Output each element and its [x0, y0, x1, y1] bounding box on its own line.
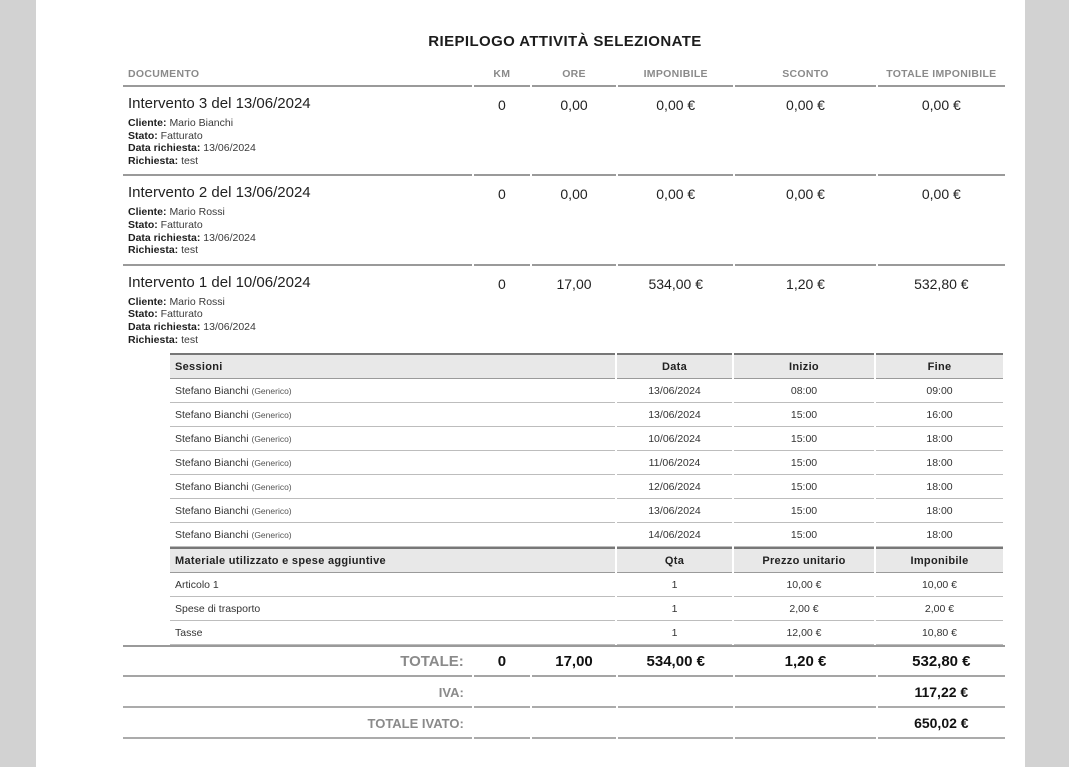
ore-value: 0,00 — [532, 87, 616, 176]
ore-value: 17,00 — [556, 275, 592, 292]
session-type: (Generico) — [251, 410, 292, 421]
session-inizio: 15:00 — [734, 499, 874, 523]
page-title: RIEPILOGO ATTIVITÀ SELEZIONATE — [428, 33, 702, 50]
table-row — [123, 266, 1005, 353]
totale-sconto: 1,20 € — [735, 647, 875, 677]
session-inizio: 15:00 — [734, 403, 874, 427]
intervento-details — [128, 296, 472, 346]
stato-label: Stato: — [128, 218, 158, 231]
material-prezzo: 2,00 € — [734, 597, 874, 621]
material-row — [170, 597, 1003, 621]
totale-ivato-value: 650,02 € — [878, 708, 1005, 739]
session-type: (Generico) — [251, 482, 292, 493]
cliente-value: Mario Bianchi — [169, 117, 234, 129]
material-row — [170, 573, 1003, 597]
richiesta-label: Richiesta: — [128, 154, 179, 167]
subtables-row — [123, 353, 1005, 647]
material-name: Tasse — [170, 621, 615, 645]
session-inizio: 08:00 — [734, 379, 874, 403]
column-header-documento: DOCUMENTO — [123, 62, 472, 87]
session-fine: 16:00 — [876, 403, 1003, 427]
km-value: 0 — [474, 87, 530, 176]
cliente-label: Cliente: — [128, 117, 167, 129]
session-name: Stefano Bianchi — [175, 481, 249, 494]
cliente-label: Cliente: — [128, 206, 167, 219]
data-richiesta-label: Data richiesta: — [128, 231, 201, 244]
session-name: Stefano Bianchi — [175, 385, 249, 398]
session-inizio: 15:00 — [734, 451, 874, 475]
totale-ivato-label: TOTALE IVATO: — [123, 708, 472, 739]
stato-label: Stato: — [128, 129, 158, 142]
session-type: (Generico) — [251, 434, 292, 445]
richiesta-value: test — [181, 154, 199, 167]
km-value: 0 — [497, 275, 506, 292]
session-fine: 09:00 — [876, 379, 1003, 403]
sessions-header-data: Data — [617, 353, 732, 379]
sessions-header-inizio: Inizio — [734, 353, 874, 379]
materials-header-name: Materiale utilizzato e spese aggiuntive — [170, 547, 615, 573]
table-header-row — [123, 62, 1005, 87]
session-row — [170, 475, 1003, 499]
ore-value: 0,00 — [532, 176, 616, 265]
session-fine: 18:00 — [876, 523, 1003, 547]
materials-header-qta: Qta — [617, 547, 732, 573]
cliente-value: Mario Rossi — [169, 295, 225, 308]
column-header-imponibile: IMPONIBILE — [618, 62, 733, 87]
session-fine: 18:00 — [876, 499, 1003, 523]
session-row — [170, 499, 1003, 523]
sconto-value: 1,20 € — [786, 275, 825, 292]
session-type: (Generico) — [251, 386, 292, 397]
richiesta-label: Richiesta: — [128, 333, 179, 346]
report-page — [36, 0, 1025, 767]
richiesta-value: test — [181, 244, 199, 257]
materials-table — [168, 547, 1005, 645]
km-value: 0 — [474, 176, 530, 265]
session-name: Stefano Bianchi — [175, 433, 249, 446]
session-type: (Generico) — [251, 506, 292, 517]
iva-label: IVA: — [123, 677, 472, 708]
material-qta: 1 — [617, 621, 732, 645]
intervento-title: Intervento 2 del 13/06/2024 — [128, 184, 311, 202]
session-name: Stefano Bianchi — [175, 505, 249, 518]
session-fine: 18:00 — [876, 451, 1003, 475]
material-prezzo: 12,00 € — [734, 621, 874, 645]
table-row — [123, 176, 1005, 265]
totale-totale-imponibile: 532,80 € — [878, 647, 1005, 677]
session-data: 13/06/2024 — [617, 499, 732, 523]
stato-label: Stato: — [128, 308, 158, 321]
imponibile-value: 0,00 € — [618, 176, 733, 265]
totale-imponibile-value: 0,00 € — [878, 87, 1005, 176]
stato-value: Fatturato — [160, 308, 203, 321]
session-data: 11/06/2024 — [617, 451, 732, 475]
materials-header-row — [170, 547, 1003, 573]
imponibile-value: 534,00 € — [648, 275, 703, 292]
sconto-value: 0,00 € — [735, 87, 875, 176]
sessions-header-row — [170, 353, 1003, 379]
stato-value: Fatturato — [160, 218, 203, 231]
session-fine: 18:00 — [876, 427, 1003, 451]
totale-ore: 17,00 — [532, 647, 616, 677]
totale-km: 0 — [474, 647, 530, 677]
data-richiesta-value: 13/06/2024 — [203, 320, 256, 333]
material-qta: 1 — [617, 597, 732, 621]
column-header-km: KM — [474, 62, 530, 87]
materials-header-imponibile: Imponibile — [876, 547, 1003, 573]
intervento-details — [128, 117, 472, 167]
sessions-table — [168, 353, 1005, 547]
intervento-title: Intervento 3 del 13/06/2024 — [128, 95, 311, 112]
iva-value: 117,22 € — [878, 677, 1005, 708]
session-name: Stefano Bianchi — [175, 457, 249, 470]
totale-imponibile-value: 532,80 € — [914, 275, 969, 292]
session-row — [170, 523, 1003, 547]
material-name: Articolo 1 — [170, 573, 615, 597]
material-name: Spese di trasporto — [170, 597, 615, 621]
data-richiesta-value: 13/06/2024 — [203, 231, 256, 244]
richiesta-value: test — [181, 333, 199, 346]
session-data: 13/06/2024 — [617, 379, 732, 403]
imponibile-value: 0,00 € — [618, 87, 733, 176]
session-inizio: 15:00 — [734, 523, 874, 547]
session-name: Stefano Bianchi — [175, 409, 249, 422]
table-row — [123, 87, 1005, 176]
material-qta: 1 — [617, 573, 732, 597]
session-data: 10/06/2024 — [617, 427, 732, 451]
material-imponibile: 10,00 € — [876, 573, 1003, 597]
session-data: 13/06/2024 — [617, 403, 732, 427]
sessions-header-sessioni: Sessioni — [170, 353, 615, 379]
column-header-totale-imponibile: TOTALE IMPONIBILE — [878, 62, 1005, 87]
totals-row — [123, 647, 1005, 677]
session-row — [170, 403, 1003, 427]
session-data: 14/06/2024 — [617, 523, 732, 547]
session-data: 12/06/2024 — [617, 475, 732, 499]
richiesta-label: Richiesta: — [128, 244, 179, 257]
material-imponibile: 10,80 € — [876, 621, 1003, 645]
materials-header-prezzo: Prezzo unitario — [734, 547, 874, 573]
iva-row — [123, 677, 1005, 708]
session-inizio: 15:00 — [734, 427, 874, 451]
material-prezzo: 10,00 € — [734, 573, 874, 597]
intervento-details — [128, 206, 472, 256]
session-type: (Generico) — [251, 458, 292, 469]
stato-value: Fatturato — [160, 129, 203, 142]
activities-table — [121, 62, 1007, 739]
session-inizio: 15:00 — [734, 475, 874, 499]
column-header-sconto: SCONTO — [735, 62, 875, 87]
cliente-label: Cliente: — [128, 295, 167, 308]
material-imponibile: 2,00 € — [876, 597, 1003, 621]
totale-imponibile: 534,00 € — [618, 647, 733, 677]
totale-ivato-row — [123, 708, 1005, 739]
session-row — [170, 451, 1003, 475]
session-row — [170, 379, 1003, 403]
data-richiesta-value: 13/06/2024 — [203, 142, 256, 155]
sessions-header-fine: Fine — [876, 353, 1003, 379]
data-richiesta-label: Data richiesta: — [128, 320, 201, 333]
column-header-ore: ORE — [532, 62, 616, 87]
session-name: Stefano Bianchi — [175, 529, 249, 542]
totale-label: TOTALE: — [123, 647, 472, 677]
sconto-value: 0,00 € — [735, 176, 875, 265]
intervento-title: Intervento 1 del 10/06/2024 — [128, 273, 311, 291]
session-type: (Generico) — [251, 530, 292, 541]
totale-imponibile-value: 0,00 € — [878, 176, 1005, 265]
session-row — [170, 427, 1003, 451]
material-row — [170, 621, 1003, 645]
session-fine: 18:00 — [876, 475, 1003, 499]
data-richiesta-label: Data richiesta: — [128, 142, 201, 155]
cliente-value: Mario Rossi — [169, 206, 225, 219]
